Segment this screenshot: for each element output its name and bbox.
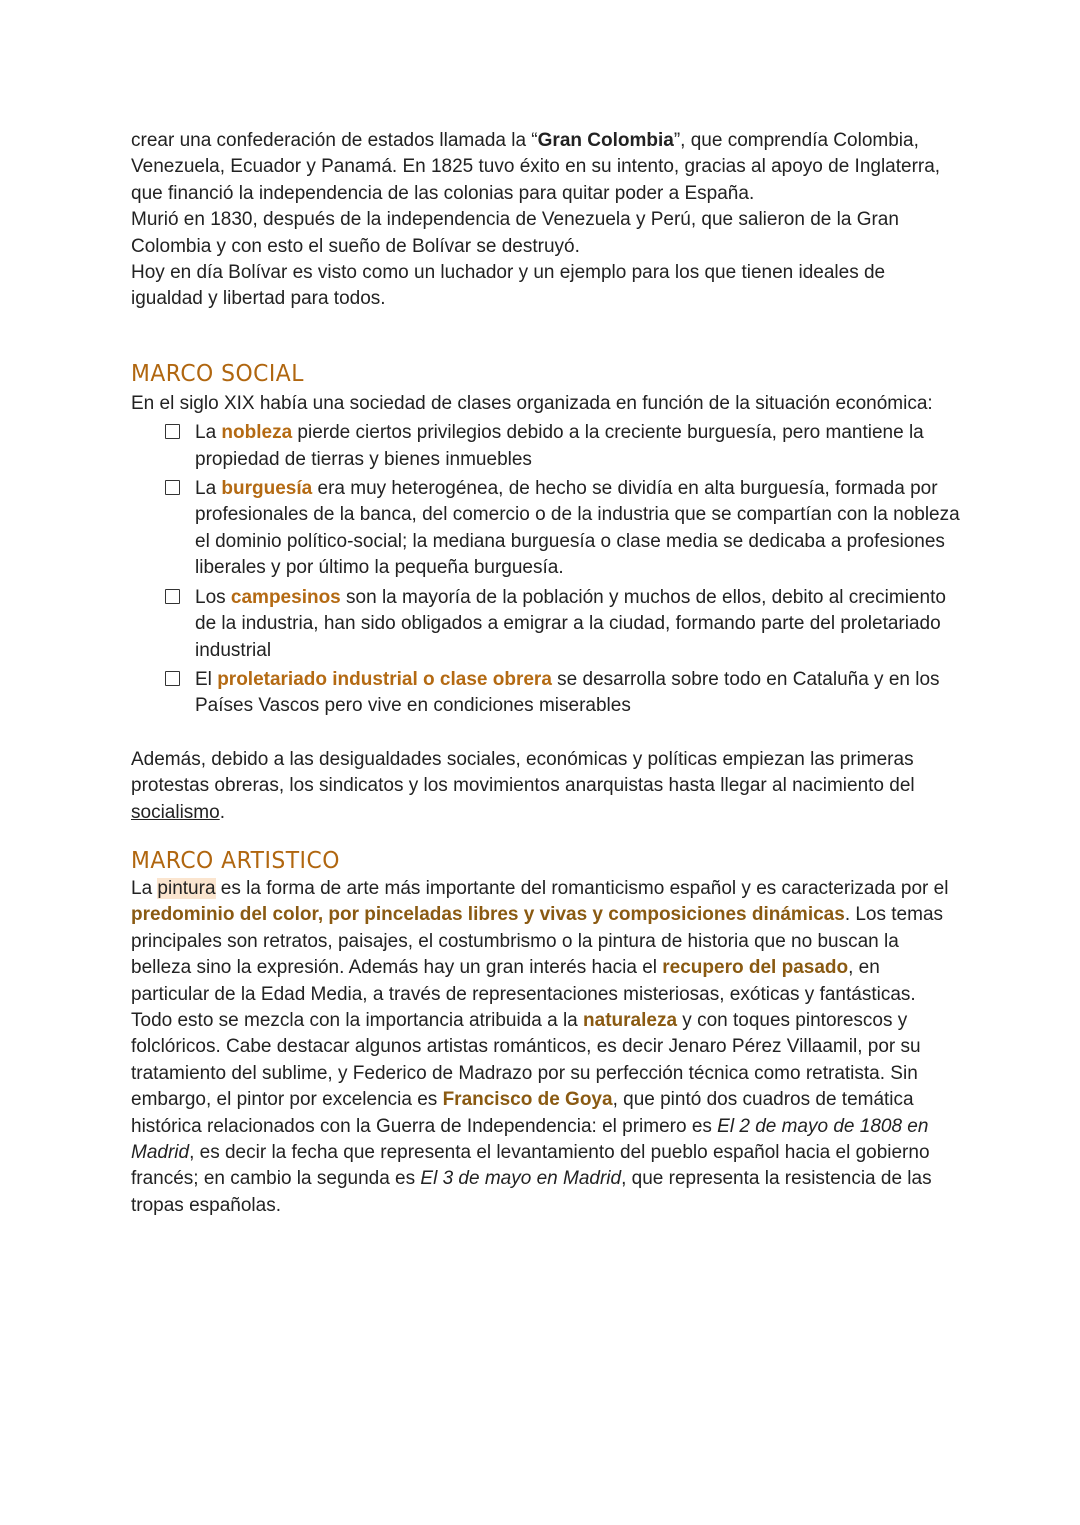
section-heading-social: MARCO SOCIAL xyxy=(131,360,304,387)
closing-text: . xyxy=(219,801,225,823)
highlight-term: recupero del pasado xyxy=(662,957,849,979)
art-text: es la forma de arte más importante del romanticismo español y es caracterizada por el xyxy=(215,877,949,899)
item-text: pierde ciertos privilegios debido a la creciente burguesía, pero mantiene la propiedad de tierras y bienes inmuebles xyxy=(195,422,924,470)
artwork-title: El 2 de mayo de 1808 en Madrid xyxy=(131,1115,929,1163)
highlight-term: Francisco de Goya xyxy=(442,1089,613,1111)
highlight-term: nobleza xyxy=(221,422,293,444)
item-text: Los xyxy=(195,586,231,608)
social-closing xyxy=(131,747,961,826)
intro-paragraph-2: Murió en 1830, después de la independencia de Venezuela y Perú, que salieron de la Gran Colombia y con esto el sueño de Bolívar se destruyó. xyxy=(131,209,899,257)
document-page xyxy=(131,128,961,1219)
pintura-highlight: pintura xyxy=(157,877,216,899)
section-heading-art: MARCO ARTISTICO xyxy=(131,847,340,874)
social-intro: En el siglo XIX había una sociedad de clases organizada en función de la situación económica: xyxy=(131,392,933,414)
checkbox[interactable] xyxy=(165,671,180,686)
art-text: , en particular de la Edad Media, a través de representaciones misteriosas, exóticas y fantásticas. Todo esto se mezcla con la importancia atribuida a la xyxy=(131,957,916,1031)
list-item xyxy=(195,476,961,582)
checkbox[interactable] xyxy=(165,589,180,604)
art-text: , que pintó dos cuadros de temática histórica relacionados con la Guerra de Independencia: el primero es xyxy=(131,1089,914,1137)
intro-text: crear una confederación de estados llamada la “ xyxy=(131,130,538,151)
socialismo-link[interactable]: socialismo xyxy=(131,801,220,823)
highlight-term: predominio del color, por pinceladas libres y vivas y composiciones dinámicas xyxy=(131,904,845,926)
item-text: La xyxy=(195,478,222,500)
highlight-term: proletariado industrial o clase obrera xyxy=(217,668,552,690)
highlight-term: campesinos xyxy=(230,586,341,608)
social-class-list xyxy=(131,420,961,719)
list-item xyxy=(195,420,961,473)
intro-paragraph-3: Hoy en día Bolívar es visto como un luchador y un ejemplo para los que tienen ideales de igualdad y libertad para todos. xyxy=(131,262,886,310)
list-item xyxy=(195,667,961,720)
highlight-term: burguesía xyxy=(221,478,313,500)
artwork-title: El 3 de mayo en Madrid xyxy=(420,1168,622,1190)
intro-text: ”, que comprendía Colombia, Venezuela, Ecuador y Panamá. En 1825 tuvo éxito en su intento, gracias al apoyo de Inglaterra, que financió la independencia de las colonias para quitar poder a España. xyxy=(131,130,941,204)
art-text: . Los temas principales son retratos, paisajes, el costumbrismo o la pintura de historia que no buscan la belleza sino la expresión. Además hay un gran interés hacia el xyxy=(131,904,944,979)
art-text: , es decir la fecha que representa el levantamiento del pueblo español hacia el gobierno francés; en cambio la segunda es xyxy=(131,1142,930,1190)
art-paragraph xyxy=(131,876,961,1219)
item-text: El xyxy=(195,668,218,690)
item-text: se desarrolla sobre todo en Cataluña y en los Países Vascos pero vive en condiciones miserables xyxy=(195,668,940,717)
checkbox[interactable] xyxy=(165,480,180,495)
gran-colombia-term: Gran Colombia xyxy=(537,130,674,151)
art-text: , que representa la resistencia de las tropas españolas. xyxy=(131,1168,932,1216)
art-text: La xyxy=(131,877,158,899)
art-text: y con toques pintorescos y folclóricos. Cabe destacar algunos artistas románticos, es decir Jenaro Pérez Villaamil, por su tratamiento del sublime, y Federico de Madrazo por su perfección técnica como retratista. Sin embargo, el pintor por excelencia es xyxy=(131,1009,921,1111)
item-text: son la mayoría de la población y muchos de ellos, debito al crecimiento de la industria, han sido obligados a emigrar a la ciudad, formando parte del proletariado industrial xyxy=(195,586,946,661)
list-item xyxy=(195,585,961,664)
item-text: La xyxy=(195,422,222,444)
item-text: era muy heterogénea, de hecho se dividía en alta burguesía, formada por profesionales de la banca, del comercio o de la industria que se compartían con la nobleza el dominio político-social; la mediana burguesía o clase media se dedicaba a profesiones liberales y por último la pequeña burguesía. xyxy=(195,478,960,579)
checkbox[interactable] xyxy=(165,424,180,439)
intro-paragraph-1 xyxy=(131,128,961,207)
highlight-term: naturaleza xyxy=(583,1009,678,1031)
closing-text: Además, debido a las desigualdades sociales, económicas y políticas empiezan las primeras protestas obreras, los sindicatos y los movimientos anarquistas hasta llegar al nacimiento del xyxy=(131,748,915,797)
